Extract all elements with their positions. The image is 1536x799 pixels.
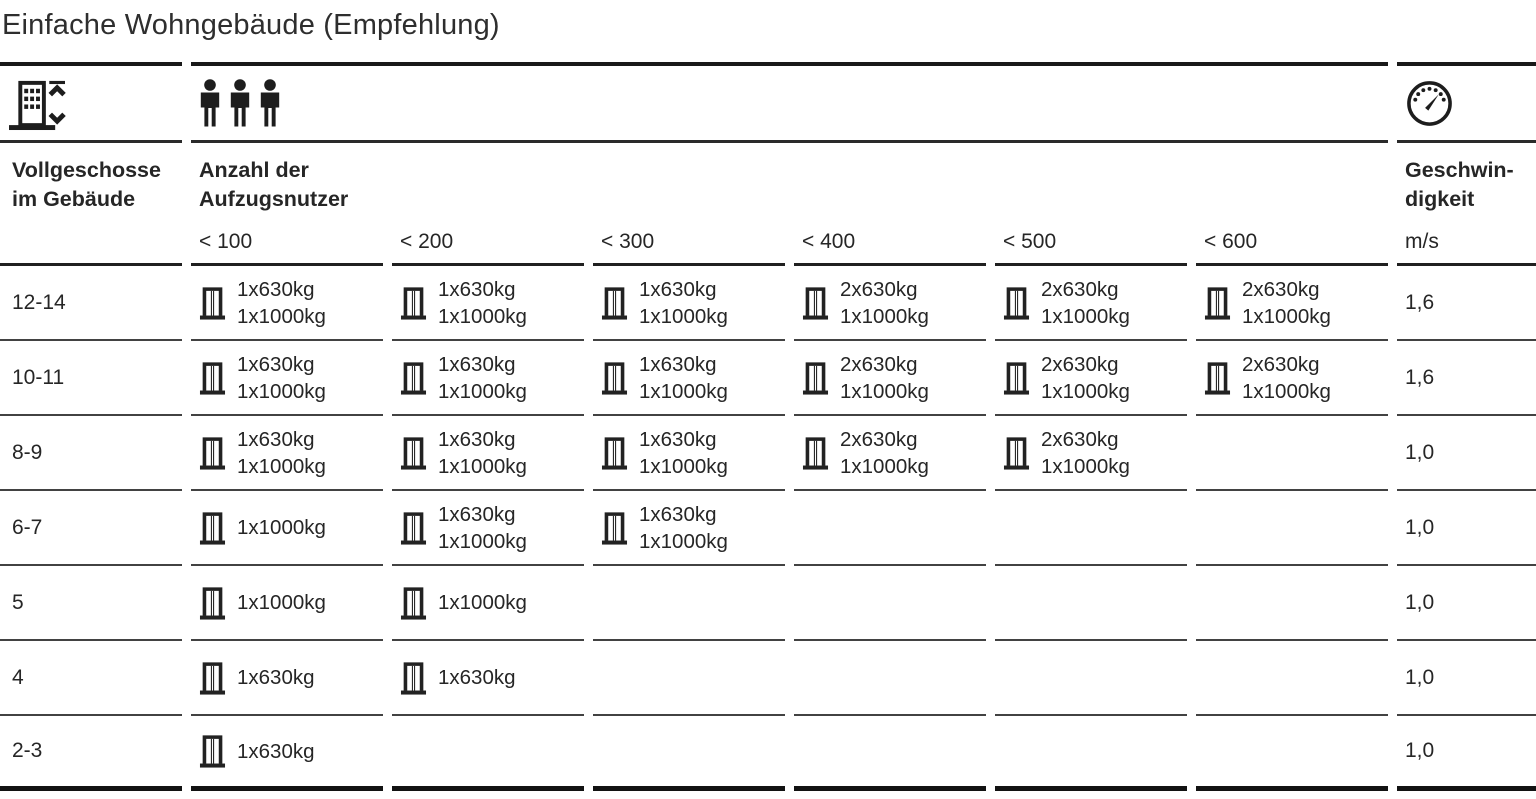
elevator-doors-icon bbox=[1003, 286, 1030, 320]
elevator-config-line: 1x1000kg bbox=[237, 454, 326, 478]
elevator-config-cell bbox=[593, 416, 785, 491]
row-speed-value: 1,0 bbox=[1397, 566, 1536, 641]
speed-column-header bbox=[1397, 143, 1536, 228]
elevator-config-line: 1x1000kg bbox=[1242, 304, 1331, 328]
elevator-config-line: 1x1000kg bbox=[639, 454, 728, 478]
row-speed-value: 1,6 bbox=[1397, 341, 1536, 416]
elevator-config-cell bbox=[1196, 566, 1388, 641]
elevator-config-cell bbox=[191, 266, 383, 341]
elevator-config-cell bbox=[191, 416, 383, 491]
elevator-config-cell bbox=[1196, 341, 1388, 416]
elevator-config-cell bbox=[1196, 716, 1388, 791]
elevator-doors-icon bbox=[400, 436, 427, 470]
page-title: Einfache Wohngebäude (Empfehlung) bbox=[2, 9, 500, 41]
row-speed-value: 1,6 bbox=[1397, 266, 1536, 341]
elevator-config-cell bbox=[794, 716, 986, 791]
elevator-config-text bbox=[639, 351, 728, 405]
elevator-config-cell bbox=[794, 491, 986, 566]
row-floors-label: 12-14 bbox=[0, 266, 182, 341]
users-header-line2: Aufzugsnutzer bbox=[199, 187, 349, 211]
elevator-config-cell bbox=[995, 341, 1187, 416]
elevator-config-line: 2x630kg bbox=[840, 427, 918, 451]
row-floors-label: 10-11 bbox=[0, 341, 182, 416]
elevator-config-line: 1x630kg bbox=[237, 277, 315, 301]
elevator-config-text bbox=[438, 426, 527, 480]
elevator-config-line: 1x630kg bbox=[438, 352, 516, 376]
elevator-config-line: 1x630kg bbox=[639, 427, 717, 451]
elevator-config-cell bbox=[794, 416, 986, 491]
elevator-config-text bbox=[438, 351, 527, 405]
elevator-doors-icon bbox=[1003, 361, 1030, 395]
elevator-config-text bbox=[1041, 426, 1130, 480]
elevator-config-cell bbox=[995, 641, 1187, 716]
elevator-config-cell bbox=[593, 641, 785, 716]
range-header: < 300 bbox=[593, 228, 785, 266]
elevator-config-cell bbox=[794, 266, 986, 341]
elevator-config-cell bbox=[593, 266, 785, 341]
elevator-config-text bbox=[840, 426, 929, 480]
elevator-doors-icon bbox=[601, 361, 628, 395]
elevator-config-text bbox=[1041, 276, 1130, 330]
elevator-config-line: 1x1000kg bbox=[1041, 454, 1130, 478]
speed-icon-cell bbox=[1397, 62, 1536, 143]
elevator-config-line: 1x630kg bbox=[438, 666, 516, 689]
elevator-config-cell bbox=[1196, 641, 1388, 716]
building-elevator-icon bbox=[9, 76, 66, 131]
elevator-config-line: 1x1000kg bbox=[438, 454, 527, 478]
elevator-doors-icon bbox=[199, 511, 226, 545]
elevator-config-line: 1x1000kg bbox=[237, 304, 326, 328]
elevator-config-text bbox=[438, 664, 516, 691]
elevator-config-cell bbox=[392, 266, 584, 341]
range-header-empty bbox=[0, 228, 182, 266]
elevator-config-line: 1x1000kg bbox=[639, 529, 728, 553]
elevator-config-text bbox=[639, 501, 728, 555]
elevator-config-line: 1x630kg bbox=[438, 427, 516, 451]
elevator-config-cell bbox=[1196, 416, 1388, 491]
elevator-doors-icon bbox=[802, 361, 829, 395]
floors-header-line1: Vollgeschosse bbox=[12, 158, 161, 182]
elevator-config-cell bbox=[794, 566, 986, 641]
speed-header-line1: Geschwin- bbox=[1405, 158, 1514, 182]
elevator-doors-icon bbox=[1204, 286, 1231, 320]
elevator-config-line: 1x1000kg bbox=[840, 379, 929, 403]
elevator-config-text bbox=[438, 501, 527, 555]
row-floors-label: 5 bbox=[0, 566, 182, 641]
range-header: < 100 bbox=[191, 228, 383, 266]
elevator-config-cell bbox=[191, 641, 383, 716]
elevator-config-line: 1x630kg bbox=[237, 666, 315, 689]
elevator-doors-icon bbox=[199, 734, 226, 768]
elevator-config-cell bbox=[995, 266, 1187, 341]
elevator-config-cell bbox=[593, 491, 785, 566]
elevator-config-cell bbox=[392, 566, 584, 641]
elevator-config-line: 1x1000kg bbox=[639, 379, 728, 403]
users-column-header bbox=[191, 143, 1388, 228]
row-floors-label: 6-7 bbox=[0, 491, 182, 566]
elevator-config-cell bbox=[593, 341, 785, 416]
elevator-config-line: 2x630kg bbox=[840, 352, 918, 376]
elevator-config-line: 2x630kg bbox=[1242, 352, 1320, 376]
row-speed-value: 1,0 bbox=[1397, 716, 1536, 791]
elevator-doors-icon bbox=[400, 661, 427, 695]
elevator-config-line: 1x630kg bbox=[639, 352, 717, 376]
elevator-config-text bbox=[237, 351, 326, 405]
elevator-config-text bbox=[237, 514, 326, 541]
elevator-config-cell bbox=[392, 341, 584, 416]
speed-header-line2: digkeit bbox=[1405, 187, 1475, 211]
elevator-config-text bbox=[1242, 276, 1331, 330]
elevator-config-cell bbox=[995, 716, 1187, 791]
floors-column-header bbox=[0, 143, 182, 228]
elevator-doors-icon bbox=[802, 436, 829, 470]
elevator-config-line: 1x1000kg bbox=[237, 516, 326, 539]
elevator-config-text bbox=[639, 276, 728, 330]
floors-header-line2: im Gebäude bbox=[12, 187, 136, 211]
elevator-config-line: 2x630kg bbox=[1041, 352, 1119, 376]
elevator-config-line: 1x1000kg bbox=[1242, 379, 1331, 403]
elevator-config-text bbox=[237, 426, 326, 480]
elevator-config-text bbox=[438, 276, 527, 330]
elevator-config-line: 1x630kg bbox=[639, 277, 717, 301]
elevator-config-text bbox=[438, 589, 527, 616]
elevator-doors-icon bbox=[400, 361, 427, 395]
elevator-config-text bbox=[840, 351, 929, 405]
elevator-doors-icon bbox=[601, 436, 628, 470]
elevator-doors-icon bbox=[199, 661, 226, 695]
elevator-config-line: 2x630kg bbox=[840, 277, 918, 301]
elevator-config-line: 1x1000kg bbox=[438, 304, 527, 328]
elevator-doors-icon bbox=[400, 586, 427, 620]
elevator-config-cell bbox=[392, 641, 584, 716]
elevator-config-cell bbox=[191, 341, 383, 416]
range-header: < 200 bbox=[392, 228, 584, 266]
elevator-doors-icon bbox=[199, 286, 226, 320]
elevator-config-line: 1x630kg bbox=[639, 502, 717, 526]
elevator-config-text bbox=[639, 426, 728, 480]
row-speed-value: 1,0 bbox=[1397, 416, 1536, 491]
elevator-config-line: 2x630kg bbox=[1041, 427, 1119, 451]
elevator-config-text bbox=[1242, 351, 1331, 405]
elevator-config-cell bbox=[593, 566, 785, 641]
elevator-config-cell bbox=[392, 716, 584, 791]
elevator-doors-icon bbox=[601, 511, 628, 545]
elevator-config-line: 1x1000kg bbox=[237, 379, 326, 403]
elevator-config-text bbox=[1041, 351, 1130, 405]
floors-icon-cell bbox=[0, 62, 182, 143]
elevator-config-line: 1x630kg bbox=[237, 352, 315, 376]
elevator-doors-icon bbox=[400, 286, 427, 320]
row-speed-value: 1,0 bbox=[1397, 641, 1536, 716]
elevator-doors-icon bbox=[199, 436, 226, 470]
elevator-doors-icon bbox=[1003, 436, 1030, 470]
elevator-doors-icon bbox=[601, 286, 628, 320]
elevator-config-cell bbox=[191, 566, 383, 641]
elevator-config-line: 1x1000kg bbox=[639, 304, 728, 328]
elevator-config-text bbox=[237, 589, 326, 616]
speed-unit-header: m/s bbox=[1397, 228, 1536, 266]
elevator-config-line: 1x1000kg bbox=[438, 529, 527, 553]
elevator-doors-icon bbox=[199, 361, 226, 395]
elevator-doors-icon bbox=[802, 286, 829, 320]
range-header: < 400 bbox=[794, 228, 986, 266]
elevator-config-line: 1x630kg bbox=[237, 739, 315, 763]
elevator-config-cell bbox=[995, 566, 1187, 641]
elevator-config-cell bbox=[1196, 491, 1388, 566]
range-header: < 600 bbox=[1196, 228, 1388, 266]
elevator-config-cell bbox=[995, 416, 1187, 491]
elevator-config-cell bbox=[995, 491, 1187, 566]
recommendation-table bbox=[0, 62, 1536, 791]
elevator-config-line: 1x1000kg bbox=[1041, 304, 1130, 328]
elevator-config-text bbox=[840, 276, 929, 330]
speedometer-icon bbox=[1405, 79, 1454, 128]
elevator-config-line: 1x1000kg bbox=[840, 454, 929, 478]
elevator-config-cell bbox=[1196, 266, 1388, 341]
people-icon bbox=[199, 79, 283, 127]
elevator-config-line: 1x1000kg bbox=[840, 304, 929, 328]
elevator-config-line: 1x630kg bbox=[438, 502, 516, 526]
elevator-config-line: 1x1000kg bbox=[438, 591, 527, 614]
row-floors-label: 2-3 bbox=[0, 716, 182, 791]
range-header: < 500 bbox=[995, 228, 1187, 266]
elevator-config-line: 2x630kg bbox=[1242, 277, 1320, 301]
elevator-config-line: 1x1000kg bbox=[1041, 379, 1130, 403]
users-icon-cell bbox=[191, 62, 1388, 143]
elevator-config-line: 1x630kg bbox=[237, 427, 315, 451]
elevator-config-cell bbox=[593, 716, 785, 791]
elevator-config-line: 1x630kg bbox=[438, 277, 516, 301]
elevator-config-text bbox=[237, 738, 315, 765]
elevator-doors-icon bbox=[1204, 361, 1231, 395]
elevator-config-cell bbox=[392, 491, 584, 566]
elevator-config-text bbox=[237, 664, 315, 691]
elevator-config-cell bbox=[794, 341, 986, 416]
elevator-config-text bbox=[237, 276, 326, 330]
elevator-config-cell bbox=[392, 416, 584, 491]
elevator-config-line: 1x1000kg bbox=[237, 591, 326, 614]
row-floors-label: 8-9 bbox=[0, 416, 182, 491]
elevator-config-cell bbox=[191, 716, 383, 791]
elevator-doors-icon bbox=[199, 586, 226, 620]
users-header-line1: Anzahl der bbox=[199, 158, 309, 182]
elevator-config-line: 1x1000kg bbox=[438, 379, 527, 403]
elevator-doors-icon bbox=[400, 511, 427, 545]
elevator-config-cell bbox=[794, 641, 986, 716]
elevator-config-line: 2x630kg bbox=[1041, 277, 1119, 301]
row-floors-label: 4 bbox=[0, 641, 182, 716]
elevator-config-cell bbox=[191, 491, 383, 566]
row-speed-value: 1,0 bbox=[1397, 491, 1536, 566]
